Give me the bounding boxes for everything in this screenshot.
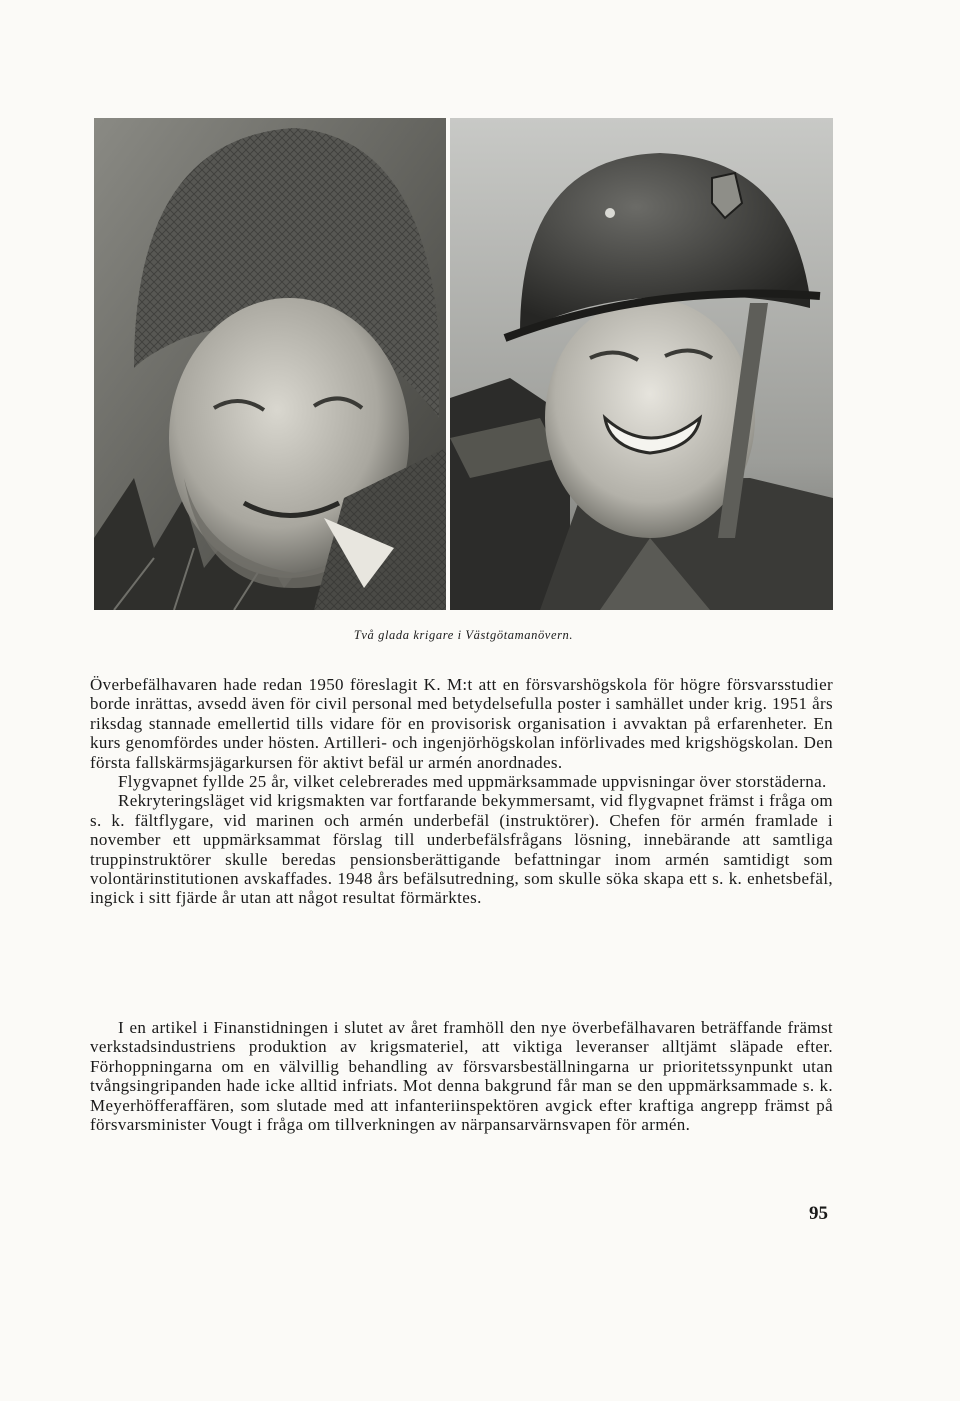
- soldier-steel-helmet-image: [450, 118, 833, 610]
- paragraph-recruitment: Rekryteringsläget vid krigsmakten var fortfarande bekymmersamt, vid flygvapnet främst i fråga om s. k. fältflygare, vid marinen och armén underbefäl (instruktörer). Chefen för armén framlade i november ett uppmärksammat förslag till underbefälsfrågans lösning, innebärande att samtliga truppinstruktörer skulle beredas pensionsberättigande befattningar inom armén samtidigt som volontärinstitutionen avskaffades. 1948 års befälsutredning, som skulle söka skapa ett s. k. enhetsbefäl, ingick i sitt fjärde år utan att något resultat förmärktes.: [90, 791, 833, 908]
- paragraph-military-college: Överbefälhavaren hade redan 1950 föreslagit K. M:t att en försvarshögskola för högre försvarsstudier borde inrättas, avsedd även för civil personal med betydelsefulla poster i samhället under krig. 1951 års riksdag stannade emellertid tills vidare för en provisorisk organisation i avvaktan på erfarenheter. En kurs genomfördes under hösten. Artilleri- och ingenjörhögskolan införlivades med krigshögskolan. Den första fallskärmsjägarkursen för aktivt befäl ur armén anordnades.: [90, 675, 833, 772]
- photo-soldier-steel-helmet: [450, 118, 833, 610]
- paragraph-air-force: Flygvapnet fyllde 25 år, vilket celebrerades med uppmärksammade uppvisningar över storstäderna.: [118, 772, 827, 792]
- photo-soldier-netted-helmet: [94, 118, 446, 610]
- soldier-netted-helmet-image: [94, 118, 446, 610]
- photo-caption: Två glada krigare i Västgötamanövern.: [353, 628, 574, 642]
- body-text-block-2: [90, 1018, 833, 1134]
- body-text-block-1: [90, 675, 833, 908]
- page-number: 95: [809, 1203, 828, 1224]
- paragraph-finance-article: I en artikel i Finanstidningen i slutet av året framhöll den nye överbefälhavaren beträffande främst verkstadsindustriens produktion av krigsmateriel, att viktiga leveranser alltjämt släpade efter. Förhoppningarna om en välvillig behandling av försvarsbeställningarna ur prioritetssynpunkt utan tvångsingripanden hade icke alltid infriats. Mot denna bakgrund får man se den uppmärksammade s. k. Meyerhöfferaffären, som slutade med att infanteriinspektören avgick efter kraftiga angrepp främst på försvarsminister Vougt i fråga om tillverkningen av närpansarvärnsvapen för armén.: [90, 1018, 833, 1135]
